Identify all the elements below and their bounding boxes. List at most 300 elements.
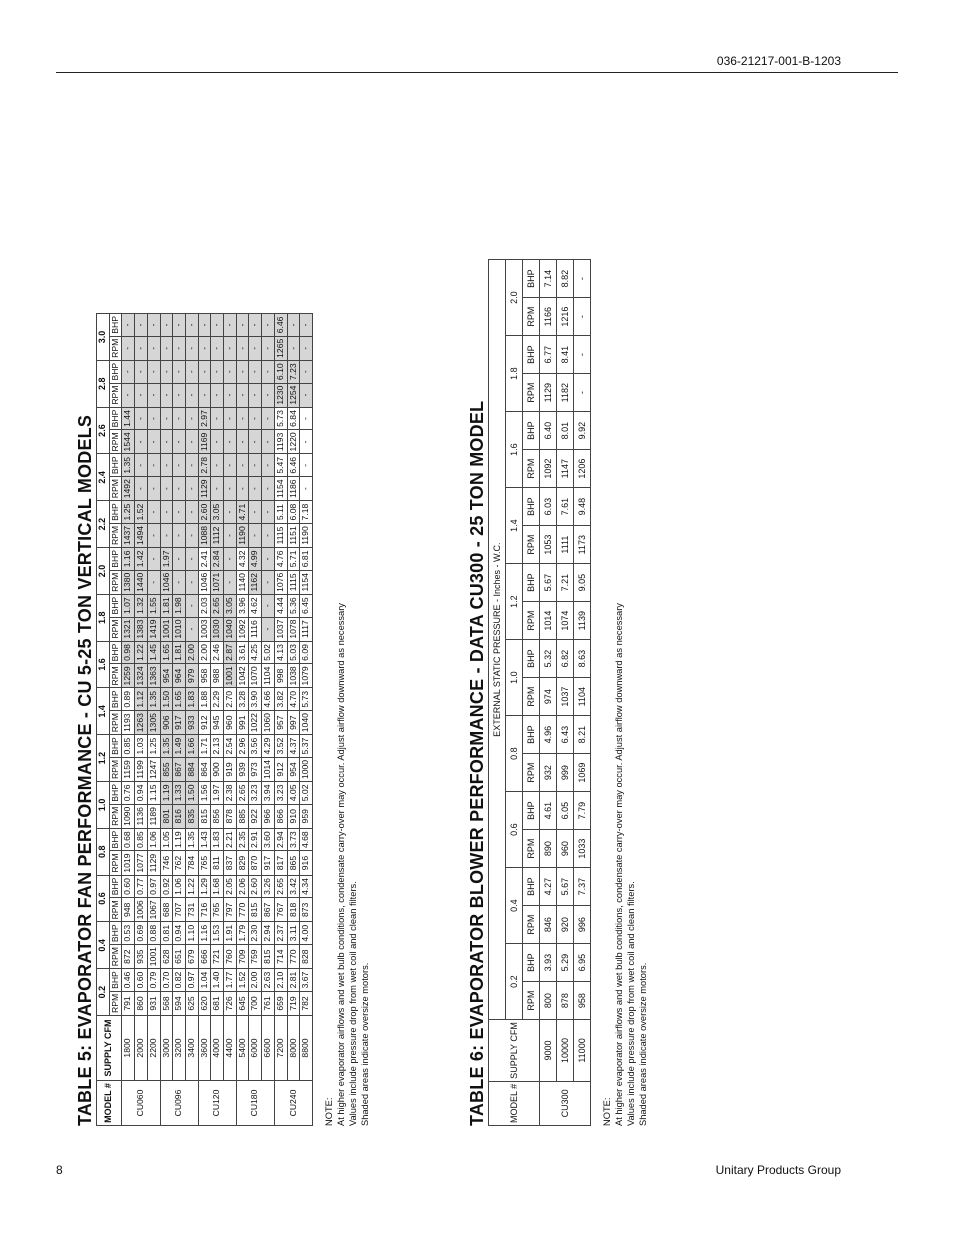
- table5-value-cell: 2.91: [249, 828, 262, 851]
- table5-value-cell: -: [211, 314, 224, 337]
- table5-value-cell: 1136: [135, 804, 148, 828]
- table-row: [173, 314, 186, 1126]
- table-row: [300, 314, 313, 1126]
- table6-value-cell: 1104: [574, 678, 591, 716]
- table5-value-cell: -: [135, 454, 148, 477]
- table5-value-cell: 1.42: [135, 548, 148, 571]
- table5-pressure-header: 2.4: [97, 454, 110, 501]
- table5-value-cell: 1.81: [160, 594, 173, 617]
- table5-value-cell: -: [224, 454, 237, 477]
- table5-bhp-header: BHP: [109, 314, 122, 337]
- table5-value-cell: 5.73: [274, 407, 287, 430]
- table5-value-cell: 1.35: [185, 828, 198, 851]
- table5-value-cell: 973: [249, 757, 262, 781]
- table6-pressure-header: 1.6: [506, 412, 523, 488]
- table5-value-cell: 1129: [147, 851, 160, 875]
- table6-value-cell: 1111: [557, 526, 574, 564]
- table5-value-cell: 1078: [287, 617, 300, 641]
- table5-value-cell: -: [135, 407, 148, 430]
- table5-value-cell: 3.26: [262, 875, 275, 898]
- table5-value-cell: 1040: [300, 711, 313, 735]
- table5-value-cell: 835: [185, 804, 198, 828]
- table5-cfm-cell: 3400: [185, 1016, 198, 1081]
- table5-value-cell: 1.81: [173, 641, 186, 664]
- table5-value-cell: -: [173, 477, 186, 501]
- table5-value-cell: 816: [173, 804, 186, 828]
- table5-header-row: [97, 314, 110, 1126]
- table5-value-cell: 0.79: [147, 969, 160, 992]
- table5-value-cell: 726: [224, 991, 237, 1015]
- table5-value-cell: 797: [224, 898, 237, 922]
- table5-value-cell: 5.02: [262, 641, 275, 664]
- table5-value-cell: 1169: [198, 430, 211, 454]
- table5-value-cell: 6.45: [300, 594, 313, 617]
- table6-value-cell: 4.61: [540, 792, 557, 830]
- table6-value-cell: 4.96: [540, 716, 557, 754]
- table5-value-cell: 721: [211, 945, 224, 969]
- table5-value-cell: 4.32: [236, 548, 249, 571]
- table5-model-cell: CU096: [160, 1081, 198, 1126]
- table5-cfm-cell: 4000: [211, 1016, 224, 1081]
- table5-value-cell: 3.82: [274, 688, 287, 711]
- table6-value-cell: 996: [574, 906, 591, 944]
- table5-value-cell: 731: [185, 898, 198, 922]
- table5-value-cell: 2.06: [236, 875, 249, 898]
- table-row: [540, 260, 557, 1126]
- table5-value-cell: 1092: [236, 617, 249, 641]
- table5-value-cell: -: [198, 336, 211, 360]
- table6-value-cell: 1074: [557, 602, 574, 640]
- table5-value-cell: 2.38: [224, 782, 237, 805]
- table5-value-cell: 1.77: [224, 969, 237, 992]
- table5-value-cell: -: [173, 454, 186, 477]
- table5-value-cell: -: [262, 477, 275, 501]
- table5-value-cell: 910: [287, 804, 300, 828]
- table5-note-line: Values include pressure drop from wet coil and clean filters.: [347, 881, 358, 1126]
- table6-rpm-header: RPM: [523, 982, 540, 1020]
- table5-value-cell: 7.18: [300, 501, 313, 524]
- table5-value-cell: 2.96: [236, 735, 249, 758]
- table6-value-cell: 6.77: [540, 336, 557, 374]
- table5-value-cell: 1.22: [185, 875, 198, 898]
- table5-value-cell: -: [173, 523, 186, 547]
- table5-value-cell: -: [147, 501, 160, 524]
- table5-rpm-header: RPM: [109, 336, 122, 360]
- table-row: [224, 314, 237, 1126]
- table5-value-cell: 5.37: [300, 735, 313, 758]
- table5-value-cell: 1.50: [185, 782, 198, 805]
- table5-value-cell: 1.35: [147, 688, 160, 711]
- table5-value-cell: 1071: [211, 570, 224, 594]
- table5-value-cell: 1190: [236, 523, 249, 547]
- table5-value-cell: -: [173, 501, 186, 524]
- table5-rpm-header: RPM: [109, 898, 122, 922]
- table6-rpm-header: RPM: [523, 526, 540, 564]
- table5-value-cell: 0.68: [122, 828, 135, 851]
- table5-rpm-header: RPM: [109, 523, 122, 547]
- table5-value-cell: -: [185, 570, 198, 594]
- table5-value-cell: -: [173, 548, 186, 571]
- table5-value-cell: -: [160, 501, 173, 524]
- table6-value-cell: 7.61: [557, 488, 574, 526]
- table5-value-cell: -: [185, 360, 198, 383]
- table5-value-cell: 1.16: [198, 922, 211, 945]
- table5-value-cell: 1259: [122, 664, 135, 688]
- table6-value-cell: 5.67: [540, 564, 557, 602]
- table5-value-cell: -: [224, 477, 237, 501]
- table5-value-cell: -: [211, 360, 224, 383]
- table5-value-cell: 866: [274, 804, 287, 828]
- table5-value-cell: 1.19: [160, 782, 173, 805]
- table5-value-cell: 651: [173, 945, 186, 969]
- table6-value-cell: 960: [557, 830, 574, 868]
- table5-value-cell: 1.91: [224, 922, 237, 945]
- table5-value-cell: -: [262, 501, 275, 524]
- table6-note-line: Shaded areas indicate oversize motors.: [638, 962, 648, 1126]
- table5-value-cell: -: [198, 383, 211, 407]
- table5-value-cell: 6.09: [300, 641, 313, 664]
- table5-value-cell: 709: [236, 945, 249, 969]
- table-row: [249, 314, 262, 1126]
- table5-value-cell: 770: [287, 945, 300, 969]
- table5-value-cell: 1.53: [211, 922, 224, 945]
- table5-value-cell: -: [262, 360, 275, 383]
- table-row: [160, 314, 173, 1126]
- table5-value-cell: -: [300, 477, 313, 501]
- table6-bhp-header: BHP: [523, 944, 540, 982]
- table5-value-cell: 5.36: [287, 594, 300, 617]
- table6-value-cell: 1037: [557, 678, 574, 716]
- table5-value-cell: 964: [173, 664, 186, 688]
- table5-value-cell: 5.03: [287, 641, 300, 664]
- table5-value-cell: 3.05: [211, 501, 224, 524]
- table5-value-cell: 916: [300, 851, 313, 875]
- table5-value-cell: -: [262, 383, 275, 407]
- company-name: Unitary Products Group: [715, 1163, 841, 1177]
- table5-value-cell: 1003: [198, 617, 211, 641]
- table5-value-cell: 2.29: [211, 688, 224, 711]
- table5-value-cell: 1.83: [211, 828, 224, 851]
- table5-value-cell: 1189: [147, 804, 160, 828]
- table5-value-cell: -: [236, 477, 249, 501]
- table5-model-cell: CU060: [122, 1081, 160, 1126]
- table6-value-cell: 7.14: [540, 260, 557, 298]
- table6-rpm-header: RPM: [523, 602, 540, 640]
- table5-value-cell: 1070: [249, 664, 262, 688]
- table5-value-cell: 1001: [160, 617, 173, 641]
- table5-value-cell: 855: [160, 757, 173, 781]
- table5-value-cell: 817: [274, 851, 287, 875]
- table5-value-cell: 1230: [274, 383, 287, 407]
- table5-value-cell: 2.30: [249, 922, 262, 945]
- table5-value-cell: 2.97: [198, 407, 211, 430]
- table5-value-cell: 939: [236, 757, 249, 781]
- table5-value-cell: 791: [122, 991, 135, 1015]
- table5-bhp-header: BHP: [109, 501, 122, 524]
- table5-pressure-header: 1.4: [97, 688, 110, 735]
- table5-value-cell: -: [262, 523, 275, 547]
- table5-value-cell: 762: [173, 851, 186, 875]
- table5-value-cell: 919: [224, 757, 237, 781]
- table6-value-cell: 1139: [574, 602, 591, 640]
- table5-cfm-cell: 4400: [224, 1016, 237, 1081]
- table5-value-cell: 1060: [262, 711, 275, 735]
- table5-value-cell: 1.22: [135, 641, 148, 664]
- table6-rpm-header: RPM: [523, 450, 540, 488]
- table5-value-cell: -: [224, 570, 237, 594]
- table5-value-cell: 3.67: [300, 969, 313, 992]
- table5-value-cell: 1193: [274, 430, 287, 454]
- table5-value-cell: -: [185, 594, 198, 617]
- table5-bhp-header: BHP: [109, 969, 122, 992]
- table5-value-cell: -: [173, 336, 186, 360]
- table6-value-cell: -: [574, 298, 591, 336]
- table5-pressure-header: 2.6: [97, 407, 110, 454]
- table5-value-cell: 3.56: [249, 735, 262, 758]
- table5-value-cell: 3.96: [236, 594, 249, 617]
- table-row: [262, 314, 275, 1126]
- table5-value-cell: 998: [274, 664, 287, 688]
- table5-rpm-header: RPM: [109, 851, 122, 875]
- table5-value-cell: 0.88: [147, 922, 160, 945]
- table5-value-cell: 5.71: [287, 548, 300, 571]
- table5-value-cell: 1.04: [198, 969, 211, 992]
- table5-value-cell: 1.83: [185, 688, 198, 711]
- page-number: 8: [56, 1163, 63, 1177]
- table5-value-cell: -: [147, 336, 160, 360]
- table5-value-cell: -: [249, 454, 262, 477]
- table5-value-cell: 2.65: [211, 594, 224, 617]
- table6-value-cell: 1053: [540, 526, 557, 564]
- table5-value-cell: 873: [300, 898, 313, 922]
- table6-value-cell: 6.82: [557, 640, 574, 678]
- table6: [488, 259, 591, 1126]
- table-row: [147, 314, 160, 1126]
- table5-bhp-header: BHP: [109, 407, 122, 430]
- table6-value-cell: 878: [557, 982, 574, 1020]
- table6-value-cell: 7.37: [574, 868, 591, 906]
- table5-value-cell: 5.02: [300, 782, 313, 805]
- table6-value-cell: -: [574, 374, 591, 412]
- table5-value-cell: 1154: [300, 570, 313, 594]
- table5-value-cell: -: [185, 548, 198, 571]
- table5-value-cell: -: [160, 360, 173, 383]
- table5-value-cell: 1.29: [198, 875, 211, 898]
- table5-pressure-header: 2.0: [97, 548, 110, 595]
- table5-cfm-cell: 6600: [262, 1016, 275, 1081]
- table5-value-cell: 625: [185, 991, 198, 1015]
- table5-value-cell: -: [185, 336, 198, 360]
- table5-value-cell: -: [249, 336, 262, 360]
- table5-bhp-header: BHP: [109, 782, 122, 805]
- table5-value-cell: -: [122, 314, 135, 337]
- table5-rpm-header: RPM: [109, 430, 122, 454]
- table5-value-cell: 1140: [236, 570, 249, 594]
- table6-bhp-header: BHP: [523, 260, 540, 298]
- table5-bhp-header: BHP: [109, 875, 122, 898]
- header-rule: [56, 72, 898, 73]
- table5-value-cell: -: [300, 454, 313, 477]
- table5-value-cell: 1186: [287, 477, 300, 501]
- table5-value-cell: 784: [185, 851, 198, 875]
- table5-value-cell: 1.06: [147, 828, 160, 851]
- table5-value-cell: 1324: [135, 664, 148, 688]
- table6-pressure-header: 1.8: [506, 336, 523, 412]
- table5-value-cell: 1494: [135, 523, 148, 547]
- table5-value-cell: 0.76: [122, 782, 135, 805]
- table5-value-cell: 2.35: [236, 828, 249, 851]
- table5-value-cell: -: [300, 407, 313, 430]
- table5-value-cell: -: [122, 336, 135, 360]
- table5-value-cell: 0.60: [122, 875, 135, 898]
- table6-value-cell: 1069: [574, 754, 591, 792]
- table5-value-cell: 659: [274, 991, 287, 1015]
- table5-value-cell: -: [287, 314, 300, 337]
- table5-value-cell: -: [173, 383, 186, 407]
- table5-value-cell: -: [135, 314, 148, 337]
- table6-note-line: Values include pressure drop from wet coil and clean filters.: [626, 881, 636, 1126]
- table5-value-cell: -: [185, 523, 198, 547]
- table5-bhp-header: BHP: [109, 922, 122, 945]
- table5-value-cell: 4.44: [274, 594, 287, 617]
- table5-value-cell: 1.88: [198, 688, 211, 711]
- table5-value-cell: 3.28: [236, 688, 249, 711]
- table5-value-cell: -: [300, 383, 313, 407]
- table5-title: TABLE 5: EVAPORATOR FAN PERFORMANCE - CU 5-25 TON VERTICAL MODELS: [75, 414, 95, 1126]
- table6-value-cell: 6.95: [574, 944, 591, 982]
- table5-value-cell: 860: [135, 991, 148, 1015]
- table5-value-cell: 818: [287, 898, 300, 922]
- table5-value-cell: 991: [236, 711, 249, 735]
- table5-model-cell: CU180: [236, 1081, 274, 1126]
- table5-pressure-header: 0.4: [97, 922, 110, 969]
- table6-rpm-header: RPM: [523, 906, 540, 944]
- table6-bhp-header: BHP: [523, 716, 540, 754]
- table5-value-cell: -: [147, 548, 160, 571]
- table5-value-cell: 3.90: [249, 688, 262, 711]
- table5-value-cell: 1.15: [147, 782, 160, 805]
- table5-model-cell: CU120: [198, 1081, 236, 1126]
- table-row: [274, 314, 287, 1126]
- table5-value-cell: 2.65: [236, 782, 249, 805]
- table5-value-cell: 1001: [224, 664, 237, 688]
- table5-value-cell: 4.05: [287, 782, 300, 805]
- table5-value-cell: 1001: [147, 945, 160, 969]
- table5-value-cell: 933: [185, 711, 198, 735]
- table5-value-cell: 958: [198, 664, 211, 688]
- table5-value-cell: 1151: [287, 523, 300, 547]
- table5-value-cell: 0.85: [122, 735, 135, 758]
- table5-value-cell: 3.52: [274, 735, 287, 758]
- table5-value-cell: 2.00: [198, 641, 211, 664]
- table5-value-cell: -: [147, 314, 160, 337]
- table5-value-cell: 3.42: [287, 875, 300, 898]
- table5-value-cell: 1492: [122, 477, 135, 501]
- table6-value-cell: 8.01: [557, 412, 574, 450]
- table5-value-cell: -: [262, 454, 275, 477]
- table-row: [236, 314, 249, 1126]
- table5-value-cell: 872: [122, 945, 135, 969]
- table5-value-cell: 2.63: [262, 969, 275, 992]
- table5-bhp-header: BHP: [109, 641, 122, 664]
- table6-pressure-header: 2.0: [506, 260, 523, 336]
- table5-value-cell: 884: [185, 757, 198, 781]
- table5-value-cell: 864: [198, 757, 211, 781]
- table6-bhp-header: BHP: [523, 792, 540, 830]
- table5-value-cell: 681: [211, 991, 224, 1015]
- table5-value-cell: 2.00: [185, 641, 198, 664]
- table5-value-cell: 2.65: [274, 875, 287, 898]
- table5-value-cell: -: [236, 407, 249, 430]
- table5-value-cell: -: [135, 477, 148, 501]
- table5-value-cell: 5.73: [300, 688, 313, 711]
- table6-bhp-header: BHP: [523, 640, 540, 678]
- table-row: [135, 314, 148, 1126]
- table5-value-cell: -: [249, 523, 262, 547]
- table5-value-cell: -: [236, 383, 249, 407]
- table6-rpm-header: RPM: [523, 374, 540, 412]
- table5-value-cell: 2.54: [224, 735, 237, 758]
- table5-value-cell: 966: [262, 804, 275, 828]
- table5-rpm-header: RPM: [109, 664, 122, 688]
- table5-value-cell: 0.94: [135, 782, 148, 805]
- table5-value-cell: 4.37: [287, 735, 300, 758]
- table5-value-cell: 870: [249, 851, 262, 875]
- table5-value-cell: 4.25: [249, 641, 262, 664]
- table5-value-cell: 922: [249, 804, 262, 828]
- table5-value-cell: 1116: [249, 617, 262, 641]
- table5-value-cell: 912: [274, 757, 287, 781]
- table5-value-cell: 1046: [160, 570, 173, 594]
- table6-value-cell: 9.92: [574, 412, 591, 450]
- table5-value-cell: 837: [224, 851, 237, 875]
- table5-value-cell: 865: [287, 851, 300, 875]
- table5-value-cell: 4.68: [300, 828, 313, 851]
- table5-value-cell: 959: [300, 804, 313, 828]
- table5-value-cell: 3.73: [287, 828, 300, 851]
- table5-value-cell: -: [185, 430, 198, 454]
- table5-rpm-header: RPM: [109, 570, 122, 594]
- table5-pressure-header: 0.8: [97, 828, 110, 875]
- table5-value-cell: -: [224, 548, 237, 571]
- table5-value-cell: 1000: [300, 757, 313, 781]
- table5-value-cell: 4.62: [249, 594, 262, 617]
- table5-value-cell: 6.81: [300, 548, 313, 571]
- table5-value-cell: 2.46: [211, 641, 224, 664]
- table5-cfm-cell: 8000: [287, 1016, 300, 1081]
- table5-value-cell: 1112: [211, 523, 224, 547]
- table5-value-cell: 867: [173, 757, 186, 781]
- table6-value-cell: 8.82: [557, 260, 574, 298]
- table5-notes: [323, 110, 371, 1126]
- table5-value-cell: 6.46: [287, 454, 300, 477]
- table5-cfm-cell: 7200: [274, 1016, 287, 1081]
- table5-value-cell: 917: [262, 851, 275, 875]
- table5-value-cell: -: [135, 383, 148, 407]
- table5-model-cell: CU240: [274, 1081, 312, 1126]
- table5-bhp-header: BHP: [109, 360, 122, 383]
- table5-value-cell: -: [211, 477, 224, 501]
- table5-value-cell: -: [160, 477, 173, 501]
- table5-value-cell: 666: [198, 945, 211, 969]
- table5-value-cell: 594: [173, 991, 186, 1015]
- table6-value-cell: -: [574, 260, 591, 298]
- table5-value-cell: 954: [160, 664, 173, 688]
- table5-value-cell: 935: [135, 945, 148, 969]
- table5-value-cell: 1030: [211, 617, 224, 641]
- table5-value-cell: 0.97: [185, 969, 198, 992]
- table5-value-cell: 7.23: [287, 360, 300, 383]
